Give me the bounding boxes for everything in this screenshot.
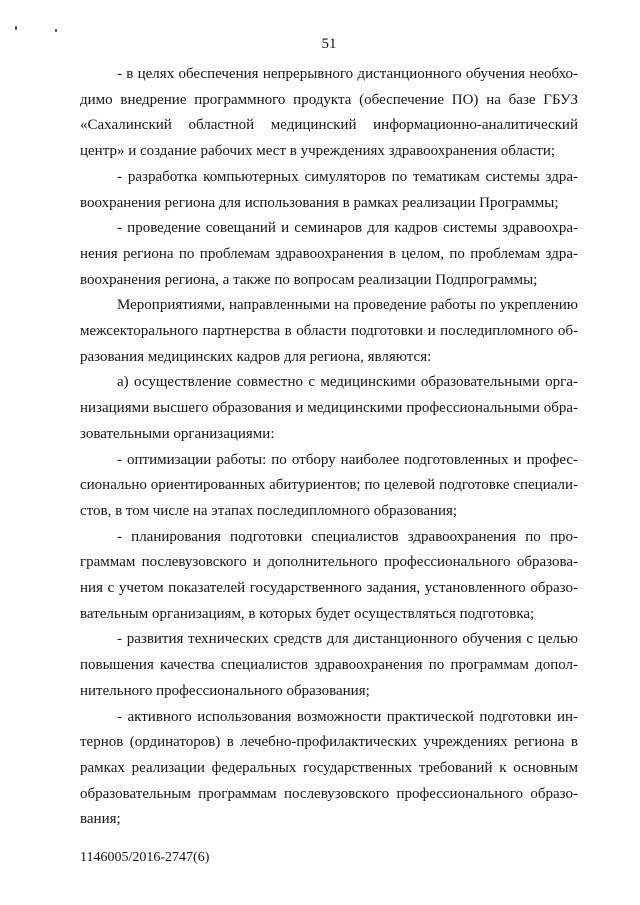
text-line: повышения качества специалистов здравоохранения по программам допол- bbox=[80, 657, 578, 674]
text-line: воохранения региона для использования в рамках реализации Программы; bbox=[80, 194, 559, 211]
scan-speck bbox=[55, 29, 57, 32]
text-line: межсекторального партнерства в области подготовки и последипломного об- bbox=[80, 323, 578, 340]
paragraph bbox=[80, 370, 578, 447]
text-line: образовательным программам послевузовского профессионального образо- bbox=[80, 785, 578, 802]
paragraph bbox=[80, 705, 578, 834]
paragraph bbox=[80, 293, 578, 370]
text-line: - оптимизации работы: по отбору наиболее подготовленных и профес- bbox=[117, 451, 578, 468]
text-line: зовательными организациями: bbox=[80, 425, 275, 442]
page-number: 51 bbox=[321, 36, 337, 52]
text-line: рамках реализации федеральных государственных требований к основным bbox=[80, 759, 578, 776]
text-line: вания; bbox=[80, 811, 121, 828]
text-line: а) осуществление совместно с медицинскими образовательными орга- bbox=[117, 374, 578, 391]
paragraph bbox=[80, 62, 578, 165]
text-line: нительного профессионального образования; bbox=[80, 682, 370, 699]
text-line: разования медицинских кадров для региона, являются: bbox=[80, 348, 432, 365]
text-line: - планирования подготовки специалистов здравоохранения по про- bbox=[117, 528, 578, 545]
scan-speck bbox=[15, 26, 17, 30]
text-line: вательным организациям, в которых будет осуществляться подготовка; bbox=[80, 605, 535, 622]
text-line: димо внедрение программного продукта (обеспечение ПО) на базе ГБУЗ bbox=[80, 91, 578, 108]
document-body bbox=[80, 62, 578, 833]
paragraph bbox=[80, 165, 578, 216]
paragraph bbox=[80, 448, 578, 525]
text-line: центр» и создание рабочих мест в учреждениях здравоохранения области; bbox=[80, 143, 556, 160]
document-footer-code: 1146005/2016-2747(6) bbox=[80, 850, 210, 865]
text-line: - развития технических средств для дистанционного обучения с целью bbox=[117, 631, 578, 648]
text-line: тернов (ординаторов) в лечебно-профилактических учреждениях региона в bbox=[80, 734, 578, 751]
paragraph bbox=[80, 525, 578, 628]
text-line: Мероприятиями, направленными на проведение работы по укреплению bbox=[117, 297, 578, 314]
text-line: низациями высшего образования и медицинскими профессиональными обра- bbox=[80, 400, 578, 417]
paragraph bbox=[80, 216, 578, 293]
text-line: ния с учетом показателей государственного задания, установленного образо- bbox=[80, 580, 578, 597]
text-line: нения региона по проблемам здравоохранения в целом, по проблемам здра- bbox=[80, 245, 578, 262]
text-line: «Сахалинский областной медицинский информационно-аналитический bbox=[80, 117, 578, 134]
text-line: - в целях обеспечения непрерывного дистанционного обучения необхо- bbox=[117, 66, 578, 82]
text-line: - активного использования возможности практической подготовки ин- bbox=[117, 708, 578, 725]
text-line: граммам послевузовского и дополнительного профессионального образова- bbox=[80, 554, 578, 571]
paragraph bbox=[80, 627, 578, 704]
text-line: воохранения региона, а также по вопросам реализации Подпрограммы; bbox=[80, 271, 538, 288]
text-line: - разработка компьютерных симуляторов по тематикам системы здра- bbox=[117, 168, 578, 185]
text-line: - проведение совещаний и семинаров для кадров системы здравоохра- bbox=[117, 220, 578, 237]
text-line: сионально ориентированных абитуриентов; по целевой подготовке специали- bbox=[80, 477, 578, 494]
text-line: стов, в том числе на этапах последипломного образования; bbox=[80, 502, 458, 519]
